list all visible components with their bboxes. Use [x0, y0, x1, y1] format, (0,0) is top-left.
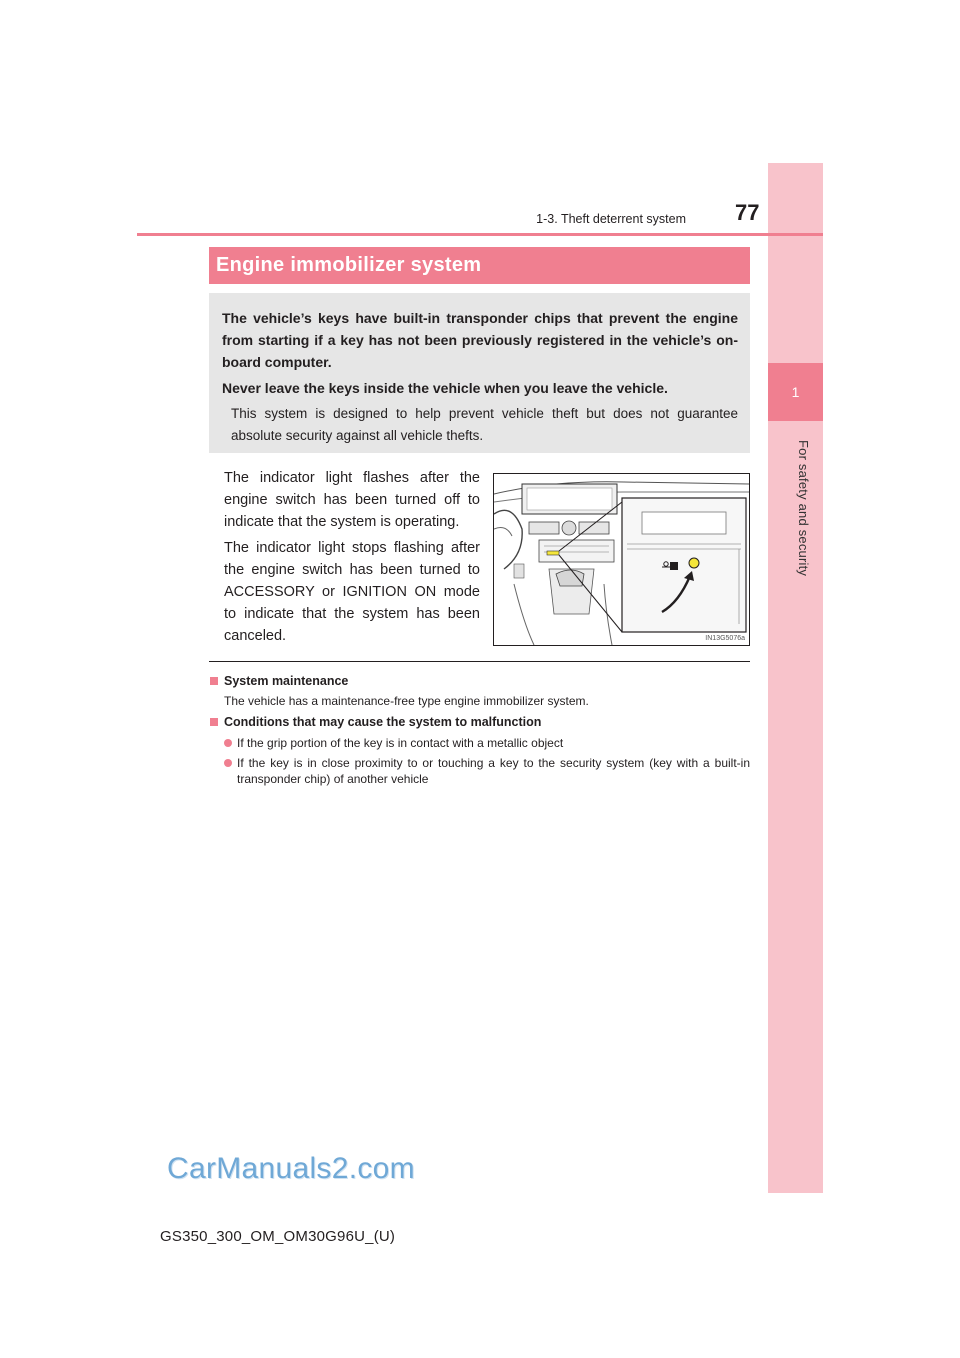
note-text: The vehicle has a maintenance-free type engine immobilizer system.: [224, 694, 589, 708]
chapter-number: 1: [791, 384, 800, 400]
intro-warning: Never leave the keys inside the vehicle when you leave the vehicle.: [222, 380, 668, 396]
watermark-link[interactable]: CarManuals2.com: [167, 1152, 415, 1185]
section-divider: [209, 661, 750, 662]
chapter-title: For safety and security: [796, 440, 811, 577]
circle-bullet-icon: [224, 759, 232, 767]
intro-paragraph: The vehicle’s keys have built-in transponder chips that prevent the engine from starting if a key has not been previously registered in the vehicle’s on-board computer.: [222, 310, 738, 370]
dashboard-drawing: [494, 474, 749, 645]
page-title: Engine immobilizer system: [209, 247, 750, 284]
square-bullet-icon: [210, 677, 218, 685]
figure-code: IN13G5076a: [705, 635, 745, 642]
intro-box: [209, 293, 750, 453]
body-paragraph: The indicator light stops flashing after the engine switch has been turned to ACCESSORY or IGNITION ON mode to indicate that the system has been canceled.: [224, 540, 480, 644]
section-title: 1-3. Theft deterrent system: [536, 212, 686, 226]
note-heading: [210, 672, 750, 690]
dashboard-illustration: [493, 473, 750, 646]
note-heading-text: System maintenance: [224, 674, 349, 688]
header-rule: [137, 233, 823, 236]
circle-bullet-icon: [224, 739, 232, 747]
intro-note: This system is designed to help prevent vehicle theft but does not guarantee absolute security against all vehicle thefts.: [231, 406, 738, 443]
body-paragraph: The indicator light flashes after the engine switch has been turned off to indicate that the system is operating.: [224, 470, 480, 530]
list-item-text: If the grip portion of the key is in contact with a metallic object: [237, 736, 564, 750]
note-heading-text: Conditions that may cause the system to malfunction: [224, 715, 542, 729]
notes-section: [210, 672, 750, 787]
list-item: [224, 755, 750, 787]
list-item-text: If the key is in close proximity to or touching a key to the security system (key with a built-in transponder chip) of another vehicle: [237, 756, 750, 786]
manual-code: GS350_300_OM_OM30G96U_(U): [160, 1228, 396, 1245]
page-number: 77: [735, 200, 760, 225]
note-heading: [210, 713, 750, 731]
chapter-side-tab: [768, 163, 823, 1193]
list-item: [224, 735, 750, 751]
square-bullet-icon: [210, 718, 218, 726]
body-text: [224, 467, 480, 651]
